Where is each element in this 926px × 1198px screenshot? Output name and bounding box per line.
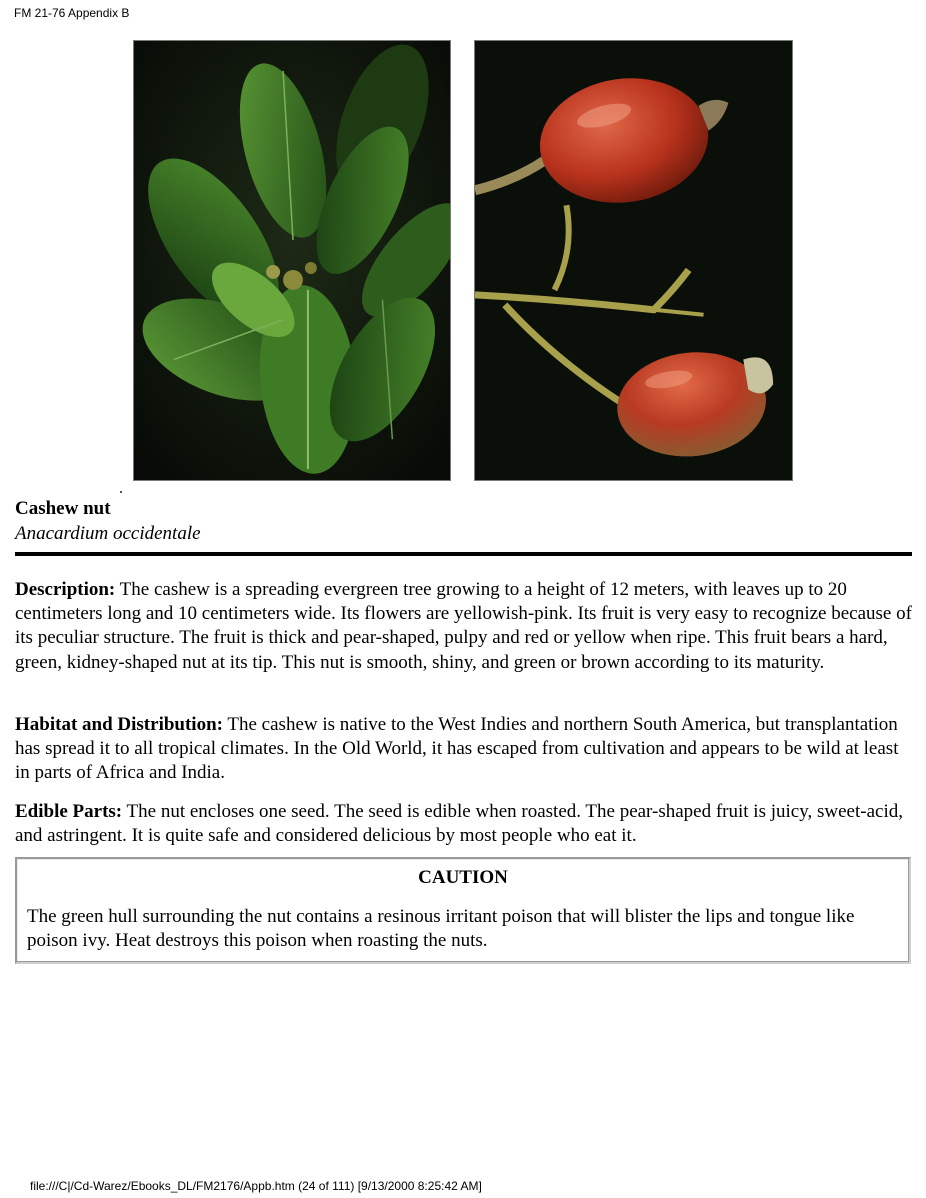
caution-title: CAUTION (418, 867, 508, 888)
cashew-leaves-illustration (134, 41, 450, 480)
caution-text: The green hull surrounding the nut contains a resinous irritant poison that will blister the lips and tongue like poison ivy. Heat destroys this poison when roasting the nuts. (27, 906, 855, 952)
description-label: Description: (15, 579, 116, 600)
cashew-fruit-illustration (475, 41, 792, 480)
edible-parts-paragraph (15, 800, 912, 848)
habitat-paragraph (15, 713, 912, 786)
edible-parts-text: The nut encloses one seed. The seed is edible when roasted. The pear-shaped fruit is juicy, sweet-acid, and astringent. It is quite safe and considered delicious by most people who eat it. (15, 801, 903, 847)
habitat-label: Habitat and Distribution: (15, 714, 223, 735)
plant-scientific-name: Anacardium occidentale (15, 523, 201, 544)
edible-parts-label: Edible Parts: (15, 801, 123, 822)
cashew-leaves-photo (133, 40, 451, 481)
description-text: The cashew is a spreading evergreen tree growing to a height of 12 meters, with leaves up to 20 centimeters long and 10 centimeters wide. Its flowers are yellowish-pink. Its fruit is very easy to recognize because of its peculiar structure. The fruit is thick and pear-shaped, pulpy and red or yellow when ripe. This fruit bears a hard, green, kidney-shaped nut at its tip. This nut is smooth, shiny, and green or brown according to its maturity. (15, 579, 912, 673)
document-header-label: FM 21-76 Appendix B (14, 6, 130, 20)
habitat-text: The cashew is native to the West Indies and northern South America, but transplantation has spread it to all tropical climates. In the Old World, it has escaped from cultivation and appears to be wild at least in parts of Africa and India. (15, 714, 899, 784)
description-paragraph (15, 578, 912, 675)
footer-file-path: file:///C|/Cd-Warez/Ebooks_DL/FM2176/Appb.htm (24 of 111) [9/13/2000 8:25:42 AM] (30, 1179, 482, 1193)
section-divider (15, 552, 912, 556)
cashew-fruit-photo (474, 40, 793, 481)
plant-common-name: Cashew nut (15, 498, 111, 519)
stray-dot (120, 491, 122, 493)
caution-box (15, 857, 911, 964)
